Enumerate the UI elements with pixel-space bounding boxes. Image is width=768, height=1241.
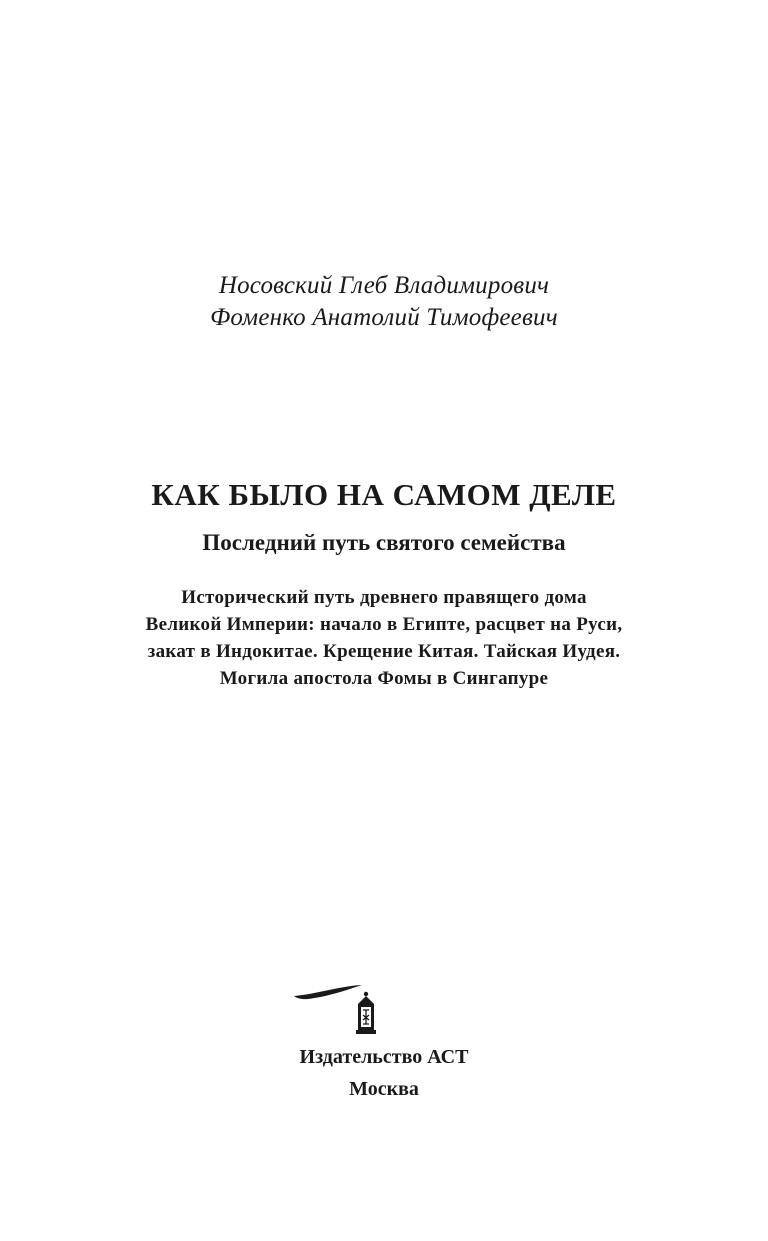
description-line: закат в Индокитае. Крещение Китая. Тайская Иудея. [147, 641, 621, 662]
author-name: Фоменко Анатолий Тимофеевич [210, 304, 558, 331]
description-line: Великой Империи: начало в Египте, расцвет на Руси, [145, 614, 623, 635]
description-line: Могила апостола Фомы в Сингапуре [219, 668, 549, 689]
book-subtitle: Последний путь святого семейства [202, 530, 566, 555]
authors-block [0, 270, 768, 334]
author-name: Носовский Глеб Владимирович [218, 272, 550, 299]
publisher-city: Москва [349, 1078, 419, 1100]
publisher-block [0, 1041, 768, 1105]
lantern-quill-logo-icon [292, 982, 402, 1038]
book-title: КАК БЫЛО НА САМОМ ДЕЛЕ [151, 477, 617, 512]
book-description [0, 584, 768, 692]
description-line: Исторический путь древнего правящего дома [181, 587, 587, 608]
publisher-name: Издательство АСТ [299, 1046, 469, 1068]
